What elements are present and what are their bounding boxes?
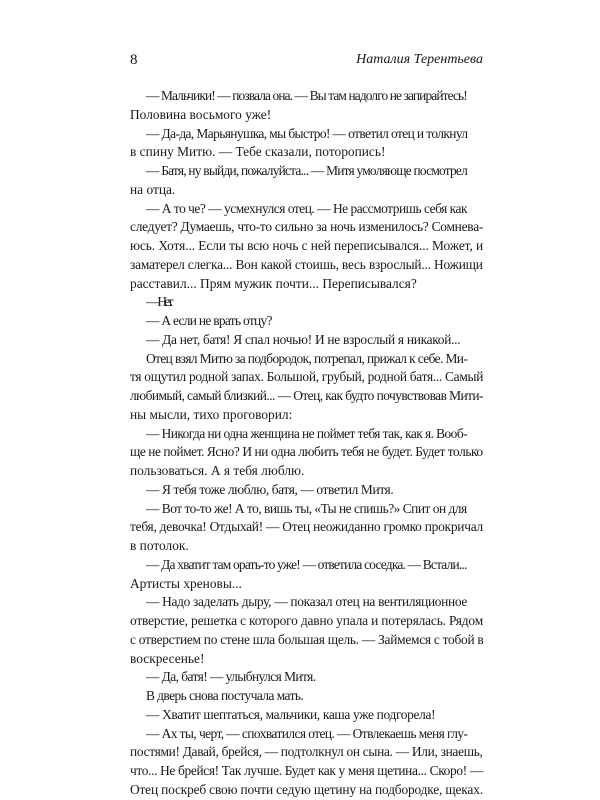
text-line: ны мысли, тихо проговорил:: [130, 406, 293, 422]
text-line: тебя, девочка! Отдыхай! — Отец неожиданно громко прокричал: [130, 519, 483, 535]
paragraph: [130, 425, 483, 481]
paragraph: [130, 312, 483, 331]
text-line: — Хватит шептаться, мальчики, каша уже подгорела!: [146, 706, 436, 722]
text-line: — Надо заделать дыру, — показал отец на вентиляционное: [146, 594, 468, 610]
text-line: заматерел слегка... Вон какой стоишь, весь взрослый... Ножищи: [130, 256, 483, 272]
paragraph: [130, 556, 483, 594]
text-line: — А то че? — усмехнулся отец. — Не рассмотришь себя как: [146, 200, 467, 216]
text-line: Половина восьмого уже!: [130, 106, 272, 122]
text-line: отверстие, решетка с которого давно упала и потерялась. Рядом: [130, 613, 484, 628]
paragraph: [130, 593, 483, 668]
text-line: пользоваться. А я тебя люблю.: [130, 463, 305, 478]
page-header: [130, 52, 483, 72]
text-line: — Батя, ну выйди, пожалуйста... — Митя умоляюще посмотрел: [146, 163, 468, 178]
text-line: постями! Давай, брейся, — подтолкнул он сына. — Или, знаешь,: [130, 744, 483, 760]
text-line: в спину Митю. — Тебе сказали, поторопись!: [130, 144, 386, 160]
paragraph: [130, 350, 483, 425]
paragraph: [130, 200, 483, 294]
text-line: — Да, батя! — улыбнулся Митя.: [146, 669, 316, 685]
paragraph: [130, 87, 483, 125]
text-line: с отверстием по стене шла большая щель. — Займемся с тобой в: [130, 631, 484, 647]
text-line: — А если не врать отцу?: [146, 313, 272, 328]
paragraph: [130, 481, 483, 500]
running-title: Наталия Терентьева: [356, 52, 483, 67]
text-line: Отец взял Митю за подбородок, потрепал, прижал к себе. Ми-: [146, 350, 468, 366]
paragraph: [130, 293, 483, 312]
page-number: 8: [130, 52, 138, 68]
paragraph: [130, 725, 483, 800]
text-line: тя ощутил родной запах. Большой, грубый, родной батя... Самый: [130, 369, 484, 385]
text-line: Артисты хреновы...: [130, 575, 242, 591]
text-line: — Да нет, батя! Я спал ночью! И не взрослый я никакой...: [146, 331, 461, 347]
text-line: расставил... Прям мужик почти... Переписывался?: [130, 275, 417, 291]
text-line: — Никогда ни одна женщина не поймет тебя так, как я. Вооб-: [146, 425, 467, 441]
paragraph: [130, 687, 483, 706]
text-line: — Да-да, Марьянушка, мы быстро! — ответил отец и толкнул: [146, 125, 468, 141]
text-line: Отец поскреб свою почти седую щетину на подбородке, щеках.: [130, 781, 483, 797]
paragraph: [130, 706, 483, 725]
text-line: юсь. Хотя... Если ты всю ночь с ней переписывался... Может, и: [130, 238, 484, 253]
text-line: — Нет.: [146, 294, 171, 310]
text-line: — Мальчики! — позвала она. — Вы там надолго не запирайтесь!: [146, 88, 467, 103]
text-line: на отца.: [130, 181, 176, 197]
text-line: В дверь снова постучала мать.: [146, 688, 304, 703]
text-line: следует? Думаешь, что-то сильно за ночь изменилось? Сомнева-: [130, 219, 484, 235]
body-text: [130, 87, 483, 800]
text-line: любимый, самый близкий... — Отец, как будто почувствовав Мити-: [130, 388, 483, 403]
paragraph: [130, 331, 483, 350]
paragraph: [130, 500, 483, 556]
text-line: — Да хватит там орать-то уже! — ответила соседка. — Встали...: [146, 556, 467, 572]
paragraph: [130, 668, 483, 687]
text-line: — Ах ты, черт, — спохватился отец. — Отвлекаешь меня глу-: [146, 725, 468, 741]
text-line: — Я тебя тоже люблю, батя, — ответил Митя.: [146, 481, 394, 497]
text-line: — Вот то-то же! А то, вишь ты, «Ты не спишь?» Спит он для: [146, 500, 467, 516]
text-line: ще не поймет. Ясно? И ни одна любить тебя не будет. Будет только: [130, 444, 483, 460]
paragraph: [130, 162, 483, 200]
text-line: воскресенье!: [130, 650, 205, 666]
text-line: в потолок.: [130, 538, 189, 553]
paragraph: [130, 125, 483, 163]
text-line: что... Не брейся! Так лучше. Будет как у меня щетина... Скоро! —: [130, 763, 483, 778]
